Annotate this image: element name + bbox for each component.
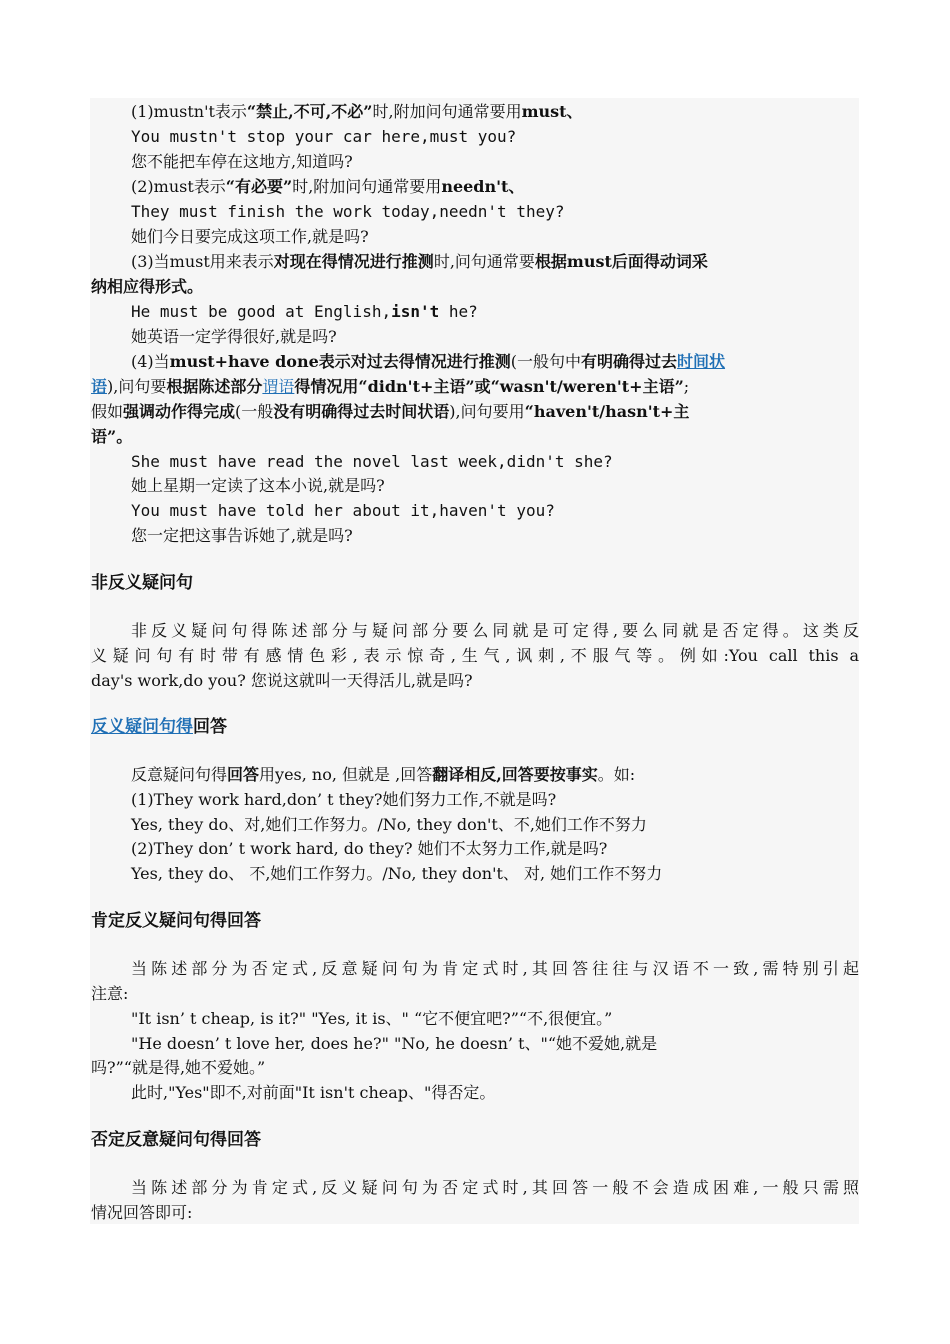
example-3-zh: 她英语一定学得很好,就是吗? — [131, 327, 337, 346]
non-tag-para-2 — [91, 646, 859, 666]
rule-4-text5: (一般 — [235, 402, 274, 421]
negative-para-1 — [131, 1178, 859, 1198]
rule-4-line3 — [91, 402, 689, 422]
example-2-en: They must finish the work today,needn't they? — [131, 202, 565, 221]
rule-4-line2 — [91, 377, 689, 397]
rule-4-text2: (一般句中 — [510, 352, 582, 371]
rule-4-line — [131, 352, 725, 372]
negative-para-1-text: 当陈述部分为肯定式,反义疑问句为否定式时,其回答一般不会造成困难,一般只需照 — [131, 1178, 859, 1197]
rule-3-line — [131, 252, 708, 272]
rule-4-bold: must+have done表示对过去得情况进行推测 — [169, 352, 511, 371]
rule-4-text: (4)当 — [131, 352, 170, 371]
rule-4-text3: ),问句要 — [107, 377, 167, 396]
rule-1-line — [131, 102, 583, 122]
positive-quote-1: "It isn’ t cheap, is it?" "Yes, it is、" “它不便宜吧?”“不,很便宜。” — [131, 1009, 613, 1028]
example-2-zh: 她们今日要完成这项工作,就是吗? — [131, 227, 369, 246]
rule-4-line4: 语”。 — [91, 427, 133, 446]
rule-1-must: must、 — [521, 102, 583, 121]
positive-quote-2: "He doesn’ t love her, does he?" "No, he doesn’ t、"“她不爱她,就是 — [131, 1034, 658, 1053]
rule-4-bold3: 根据陈述部分 — [166, 377, 263, 396]
rule-4-text6: ),问句要用 — [449, 402, 525, 421]
example-3-en-a: He must be good at English, — [131, 302, 392, 321]
answer-example-1: (1)They work hard,don’ t they?她们努力工作,不就是吗? — [131, 790, 557, 809]
rule-3-line2: 纳相应得形式。 — [91, 277, 204, 296]
rule-1-text2: 时,附加问句通常要用 — [372, 102, 522, 121]
non-tag-para-1 — [131, 621, 859, 641]
link-tag-question[interactable]: 反义疑问句得 — [91, 717, 193, 737]
rule-4-bold5: 强调动作得完成 — [123, 402, 236, 421]
example-3-en-c: he? — [439, 302, 478, 321]
example-1-en: You mustn't stop your car here,must you? — [131, 127, 517, 146]
positive-para-1 — [131, 959, 859, 979]
heading-negative-answer: 否定反意疑问句得回答 — [91, 1130, 261, 1150]
heading-positive-answer: 肯定反义疑问句得回答 — [91, 911, 261, 931]
negative-para-2: 情况回答即可: — [91, 1203, 193, 1222]
heading-non-tag-question: 非反义疑问句 — [91, 573, 193, 593]
rule-2-bold: “有必要” — [225, 177, 293, 196]
link-predicate[interactable]: 谓语 — [262, 377, 295, 396]
example-3-en — [131, 302, 478, 322]
rule-4-semicolon: ; — [683, 377, 690, 396]
rule-3-bold: 对现在得情况进行推测 — [273, 252, 434, 271]
example-5-en: You must have told her about it,haven't you? — [131, 501, 555, 520]
link-time-adverbial[interactable]: 时间状 — [677, 352, 726, 371]
example-4-en: She must have read the novel last week,didn't she? — [131, 452, 613, 471]
example-3-en-tag: isn't — [391, 302, 440, 321]
rule-1-bold: “禁止,不可,不必” — [246, 102, 373, 121]
answer-intro-e: 。如: — [597, 765, 636, 784]
rule-4-bold6: 没有明确得过去时间状语 — [273, 402, 450, 421]
link-time-adverbial-cont[interactable]: 语 — [91, 377, 108, 396]
rule-2-line — [131, 177, 524, 197]
non-tag-para-3: day's work,do you? 您说这就叫一天得活儿,就是吗? — [91, 671, 473, 690]
example-5-zh: 您一定把这事告诉她了,就是吗? — [131, 526, 353, 545]
rule-4-bold7: “haven't/hasn't+主 — [524, 402, 690, 421]
positive-para-1-text: 当陈述部分为否定式,反意疑问句为肯定式时,其回答往往与汉语不一致,需特别引起 — [131, 959, 859, 978]
rule-4-text4: 假如 — [91, 402, 124, 421]
answer-example-2: Yes, they do、对,她们工作努力。/No, they don't、不,她们工作不努力 — [131, 815, 647, 834]
example-1-zh: 您不能把车停在这地方,知道吗? — [131, 152, 353, 171]
answer-example-4: Yes, they do、 不,她们工作努力。/No, they don't、 对, 她们工作不努力 — [131, 864, 663, 883]
rule-3-bold2: 根据must后面得动词采 — [534, 252, 708, 271]
heading-tag-answer-rest: 回答 — [193, 717, 227, 737]
answer-intro-c: 用yes, no, 但就是 ,回答 — [259, 765, 433, 784]
rule-2-text2: 时,附加问句通常要用 — [292, 177, 442, 196]
rule-4-bold4: 得情况用“didn't+主语”或“wasn't/weren't+主语” — [294, 377, 684, 396]
positive-para-2: 注意: — [91, 984, 129, 1003]
rule-2-text: (2)must表示 — [131, 177, 226, 196]
answer-intro-a: 反意疑问句得 — [131, 765, 228, 784]
answer-intro-bold2: 翻译相反,回答要按事实 — [432, 765, 598, 784]
answer-intro — [131, 765, 635, 785]
answer-example-3: (2)They don’ t work hard, do they? 她们不太努力工作,就是吗? — [131, 839, 608, 858]
heading-tag-answer — [91, 717, 227, 737]
rule-3-text: (3)当must用来表示 — [131, 252, 274, 271]
rule-1-text: (1)mustn't表示 — [131, 102, 247, 121]
rule-3-text2: 时,问句通常要 — [433, 252, 535, 271]
positive-quote-3: 吗?”“就是得,她不爱她。” — [91, 1058, 266, 1077]
positive-note: 此时,"Yes"即不,对前面"It isn't cheap、"得否定。 — [131, 1083, 496, 1102]
answer-intro-bold: 回答 — [227, 765, 260, 784]
rule-4-bold2: 有明确得过去 — [581, 352, 678, 371]
example-4-zh: 她上星期一定读了这本小说,就是吗? — [131, 476, 385, 495]
non-tag-para-1-text: 非反义疑问句得陈述部分与疑问部分要么同就是可定得,要么同就是否定得。这类反 — [131, 621, 859, 640]
non-tag-para-2-text: 义疑问句有时带有感情色彩,表示惊奇,生气,讽刺,不服气等。例如:You call this a — [91, 646, 859, 665]
rule-2-neednt: needn't、 — [441, 177, 525, 196]
